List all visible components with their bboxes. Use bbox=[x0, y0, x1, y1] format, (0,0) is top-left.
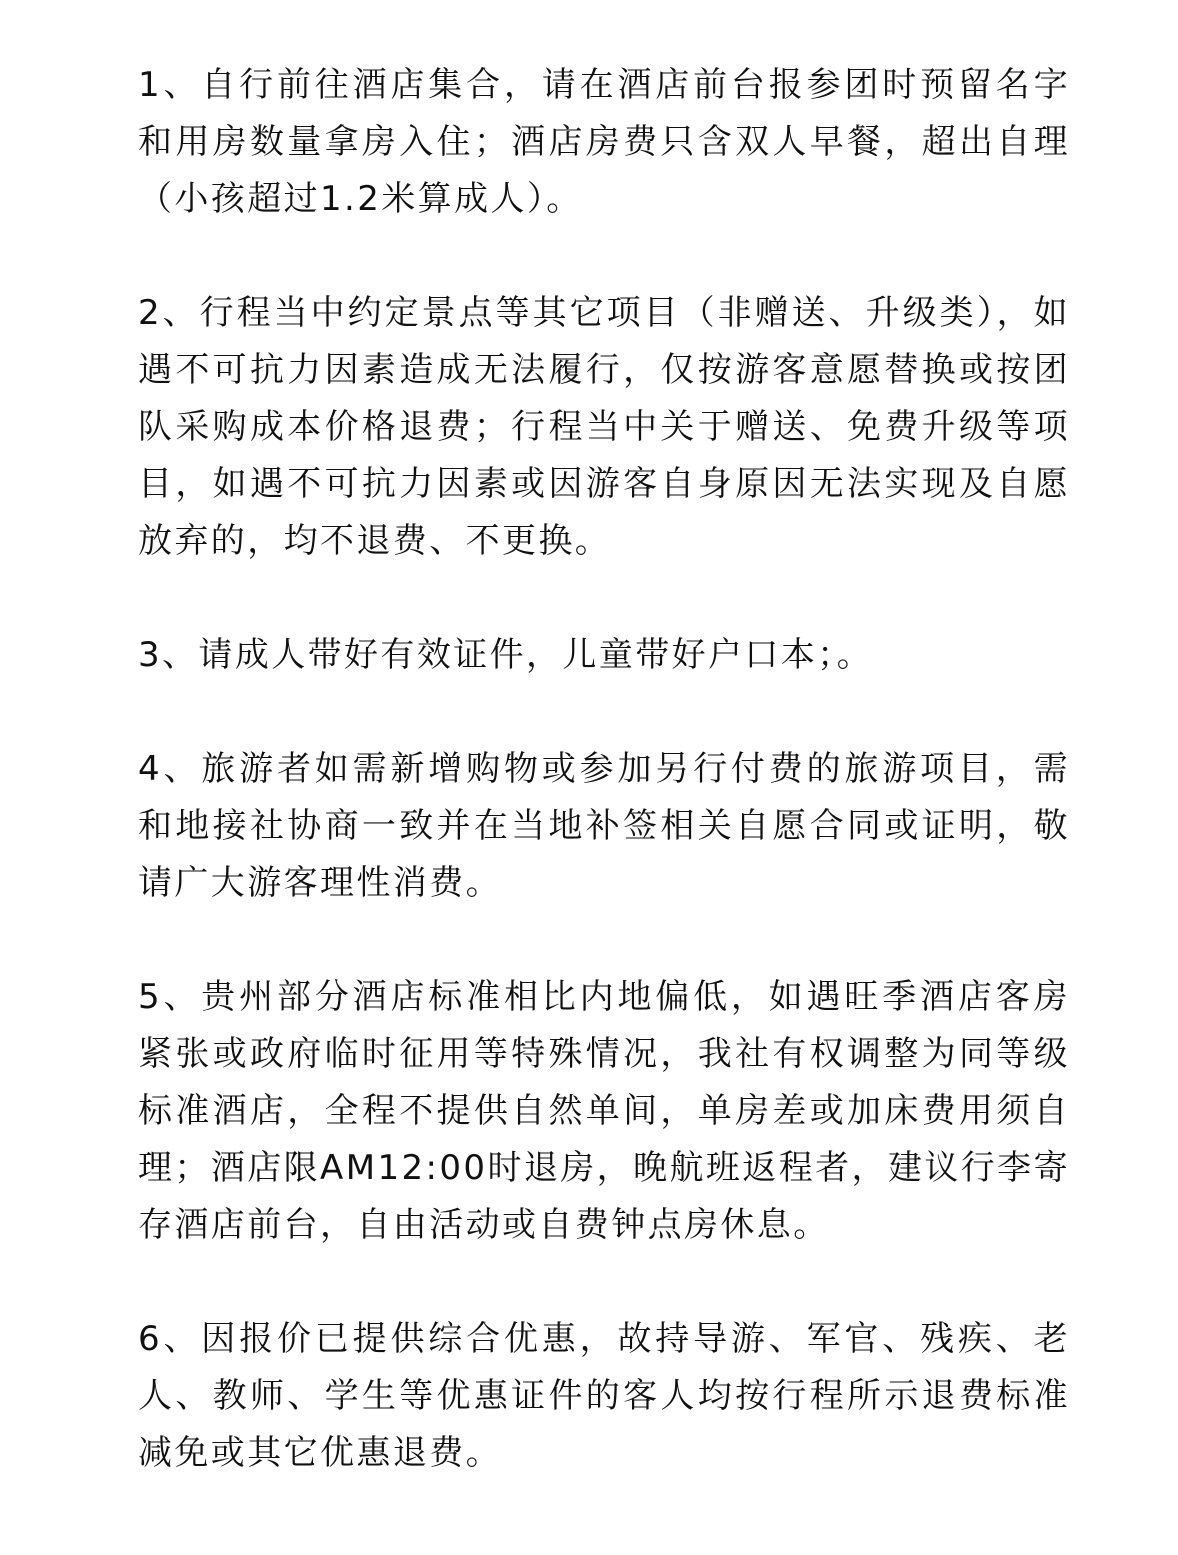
note-4-extra-shopping: 4、旅游者如需新增购物或参加另行付费的旅游项目，需和地接社协商一致并在当地补签相关自愿合同或证明，敬请广大游客理性消费。 bbox=[138, 749, 1070, 903]
note-1-hotel-checkin: 1、自行前往酒店集合，请在酒店前台报参团时预留名字和用房数量拿房入住；酒店房费只含双人早餐，超出自理（小孩超过1.2米算成人）。 bbox=[138, 65, 1070, 219]
travel-notes-document bbox=[138, 57, 1070, 1482]
note-5-hotel-standards: 5、贵州部分酒店标准相比内地偏低，如遇旺季酒店客房紧张或政府临时征用等特殊情况，我社有权调整为同等级标准酒店，全程不提供自然单间，单房差或加床费用须自理；酒店限AM12:00时退房，晚航班返程者，建议行李寄存酒店前台，自由活动或自费钟点房休息。 bbox=[138, 977, 1070, 1245]
note-3-documents: 3、请成人带好有效证件，儿童带好户口本；。 bbox=[138, 635, 874, 675]
note-2-refund-policy: 2、行程当中约定景点等其它项目（非赠送、升级类），如遇不可抗力因素造成无法履行，仅按游客意愿替换或按团队采购成本价格退费；行程当中关于赠送、免费升级等项目，如遇不可抗力因素或因游客自身原因无法实现及自愿放弃的，均不退费、不更换。 bbox=[138, 293, 1070, 561]
note-6-discount-certificates: 6、因报价已提供综合优惠，故持导游、军官、残疾、老人、教师、学生等优惠证件的客人均按行程所示退费标准减免或其它优惠退费。 bbox=[138, 1319, 1070, 1473]
